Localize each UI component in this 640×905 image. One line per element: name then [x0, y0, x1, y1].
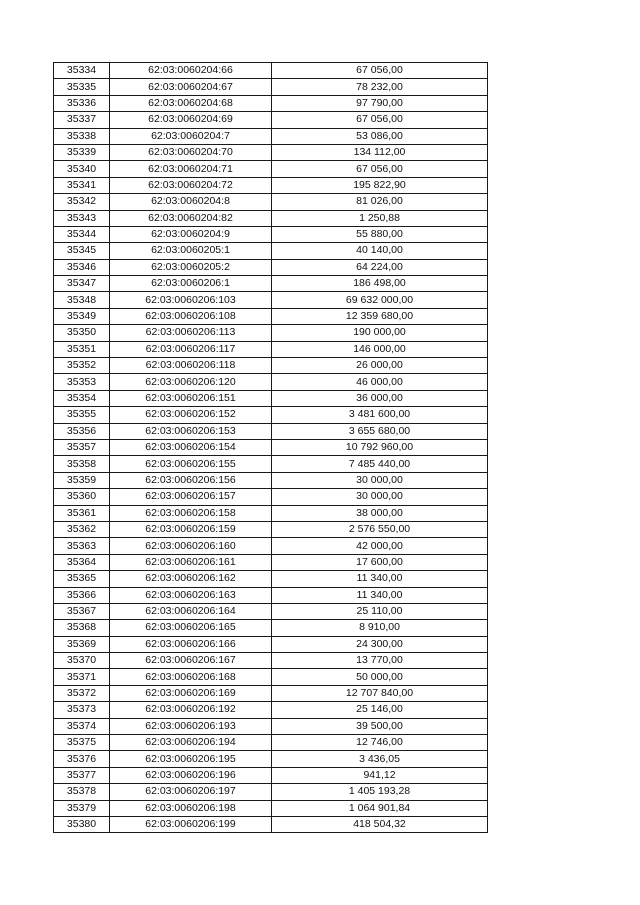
- cadastral-number-cell: 62:03:0060206:164: [110, 603, 272, 619]
- cadastral-number-cell: 62:03:0060206:165: [110, 620, 272, 636]
- value-cell: 195 822,90: [272, 177, 488, 193]
- value-cell: 81 026,00: [272, 194, 488, 210]
- value-cell: 190 000,00: [272, 325, 488, 341]
- cadastral-number-cell: 62:03:0060206:166: [110, 636, 272, 652]
- value-cell: 42 000,00: [272, 538, 488, 554]
- table-row: [54, 505, 488, 521]
- value-cell: 67 056,00: [272, 63, 488, 79]
- cadastral-number-cell: 62:03:0060206:167: [110, 653, 272, 669]
- table-row: [54, 95, 488, 111]
- row-number-cell: 35339: [54, 144, 110, 160]
- cadastral-number-cell: 62:03:0060206:160: [110, 538, 272, 554]
- value-cell: 39 500,00: [272, 718, 488, 734]
- row-number-cell: 35364: [54, 554, 110, 570]
- cadastral-number-cell: 62:03:0060206:154: [110, 439, 272, 455]
- value-cell: 12 707 840,00: [272, 685, 488, 701]
- table-row: [54, 308, 488, 324]
- cadastral-number-cell: 62:03:0060206:196: [110, 767, 272, 783]
- value-cell: 134 112,00: [272, 144, 488, 160]
- value-cell: 25 146,00: [272, 702, 488, 718]
- cadastral-number-cell: 62:03:0060206:168: [110, 669, 272, 685]
- table-row: [54, 489, 488, 505]
- table-row: [54, 128, 488, 144]
- value-cell: 25 110,00: [272, 603, 488, 619]
- cadastral-number-cell: 62:03:0060206:153: [110, 423, 272, 439]
- cadastral-number-cell: 62:03:0060204:82: [110, 210, 272, 226]
- value-cell: 2 576 550,00: [272, 521, 488, 537]
- value-cell: 67 056,00: [272, 112, 488, 128]
- cadastral-number-cell: 62:03:0060206:162: [110, 571, 272, 587]
- row-number-cell: 35356: [54, 423, 110, 439]
- cadastral-number-cell: 62:03:0060206:156: [110, 472, 272, 488]
- table-row: [54, 439, 488, 455]
- row-number-cell: 35352: [54, 358, 110, 374]
- table-row: [54, 374, 488, 390]
- value-cell: 17 600,00: [272, 554, 488, 570]
- cadastral-number-cell: 62:03:0060204:8: [110, 194, 272, 210]
- row-number-cell: 35375: [54, 735, 110, 751]
- table-row: [54, 63, 488, 79]
- row-number-cell: 35345: [54, 243, 110, 259]
- value-cell: 1 064 901,84: [272, 800, 488, 816]
- value-cell: 36 000,00: [272, 390, 488, 406]
- value-cell: 30 000,00: [272, 489, 488, 505]
- cadastral-number-cell: 62:03:0060206:198: [110, 800, 272, 816]
- row-number-cell: 35357: [54, 439, 110, 455]
- value-cell: 8 910,00: [272, 620, 488, 636]
- cadastral-number-cell: 62:03:0060206:151: [110, 390, 272, 406]
- table-row: [54, 226, 488, 242]
- cadastral-number-cell: 62:03:0060206:161: [110, 554, 272, 570]
- table-row: [54, 571, 488, 587]
- cadastral-number-cell: 62:03:0060206:192: [110, 702, 272, 718]
- value-cell: 46 000,00: [272, 374, 488, 390]
- value-cell: 53 086,00: [272, 128, 488, 144]
- row-number-cell: 35370: [54, 653, 110, 669]
- cadastral-number-cell: 62:03:0060206:158: [110, 505, 272, 521]
- value-cell: 64 224,00: [272, 259, 488, 275]
- row-number-cell: 35372: [54, 685, 110, 701]
- table-row: [54, 653, 488, 669]
- row-number-cell: 35374: [54, 718, 110, 734]
- table-row: [54, 210, 488, 226]
- row-number-cell: 35334: [54, 63, 110, 79]
- value-cell: 418 504,32: [272, 816, 488, 832]
- row-number-cell: 35376: [54, 751, 110, 767]
- cadastral-number-cell: 62:03:0060206:195: [110, 751, 272, 767]
- cadastral-number-cell: 62:03:0060206:199: [110, 816, 272, 832]
- row-number-cell: 35337: [54, 112, 110, 128]
- cadastral-number-cell: 62:03:0060206:118: [110, 358, 272, 374]
- cadastral-number-cell: 62:03:0060204:7: [110, 128, 272, 144]
- table-row: [54, 276, 488, 292]
- table-row: [54, 816, 488, 832]
- value-cell: 55 880,00: [272, 226, 488, 242]
- row-number-cell: 35355: [54, 407, 110, 423]
- row-number-cell: 35346: [54, 259, 110, 275]
- cadastral-number-cell: 62:03:0060204:9: [110, 226, 272, 242]
- cadastral-number-cell: 62:03:0060206:108: [110, 308, 272, 324]
- cadastral-number-cell: 62:03:0060206:117: [110, 341, 272, 357]
- table-row: [54, 79, 488, 95]
- value-cell: 12 746,00: [272, 735, 488, 751]
- row-number-cell: 35335: [54, 79, 110, 95]
- row-number-cell: 35347: [54, 276, 110, 292]
- cadastral-number-cell: 62:03:0060206:155: [110, 456, 272, 472]
- row-number-cell: 35342: [54, 194, 110, 210]
- row-number-cell: 35369: [54, 636, 110, 652]
- cadastral-number-cell: 62:03:0060206:103: [110, 292, 272, 308]
- table-row: [54, 554, 488, 570]
- row-number-cell: 35348: [54, 292, 110, 308]
- cadastral-number-cell: 62:03:0060204:70: [110, 144, 272, 160]
- table-row: [54, 423, 488, 439]
- table-row: [54, 636, 488, 652]
- value-cell: 40 140,00: [272, 243, 488, 259]
- row-number-cell: 35336: [54, 95, 110, 111]
- row-number-cell: 35367: [54, 603, 110, 619]
- row-number-cell: 35379: [54, 800, 110, 816]
- cadastral-number-cell: 62:03:0060206:113: [110, 325, 272, 341]
- value-cell: 50 000,00: [272, 669, 488, 685]
- cadastral-number-cell: 62:03:0060206:1: [110, 276, 272, 292]
- value-cell: 97 790,00: [272, 95, 488, 111]
- value-cell: 3 655 680,00: [272, 423, 488, 439]
- value-cell: 78 232,00: [272, 79, 488, 95]
- table-row: [54, 194, 488, 210]
- row-number-cell: 35353: [54, 374, 110, 390]
- value-cell: 1 250,88: [272, 210, 488, 226]
- table-row: [54, 521, 488, 537]
- table-row: [54, 538, 488, 554]
- row-number-cell: 35338: [54, 128, 110, 144]
- value-cell: 11 340,00: [272, 571, 488, 587]
- value-cell: 26 000,00: [272, 358, 488, 374]
- cadastral-number-cell: 62:03:0060204:72: [110, 177, 272, 193]
- cadastral-number-cell: 62:03:0060206:152: [110, 407, 272, 423]
- row-number-cell: 35368: [54, 620, 110, 636]
- value-cell: 3 436,05: [272, 751, 488, 767]
- cadastral-number-cell: 62:03:0060206:157: [110, 489, 272, 505]
- cadastral-number-cell: 62:03:0060206:159: [110, 521, 272, 537]
- row-number-cell: 35354: [54, 390, 110, 406]
- cadastral-number-cell: 62:03:0060204:69: [110, 112, 272, 128]
- row-number-cell: 35360: [54, 489, 110, 505]
- row-number-cell: 35350: [54, 325, 110, 341]
- value-cell: 38 000,00: [272, 505, 488, 521]
- row-number-cell: 35361: [54, 505, 110, 521]
- cadastral-number-cell: 62:03:0060206:169: [110, 685, 272, 701]
- table-row: [54, 735, 488, 751]
- row-number-cell: 35349: [54, 308, 110, 324]
- table-row: [54, 341, 488, 357]
- cadastral-number-cell: 62:03:0060205:2: [110, 259, 272, 275]
- value-cell: 30 000,00: [272, 472, 488, 488]
- table-row: [54, 325, 488, 341]
- table-row: [54, 292, 488, 308]
- row-number-cell: 35343: [54, 210, 110, 226]
- table-row: [54, 669, 488, 685]
- row-number-cell: 35377: [54, 767, 110, 783]
- row-number-cell: 35358: [54, 456, 110, 472]
- cadastral-value-table: [53, 62, 488, 833]
- table-row: [54, 718, 488, 734]
- row-number-cell: 35340: [54, 161, 110, 177]
- row-number-cell: 35366: [54, 587, 110, 603]
- table-row: [54, 243, 488, 259]
- table-row: [54, 144, 488, 160]
- cadastral-number-cell: 62:03:0060206:193: [110, 718, 272, 734]
- table-row: [54, 767, 488, 783]
- value-cell: 7 485 440,00: [272, 456, 488, 472]
- table-row: [54, 620, 488, 636]
- value-cell: 10 792 960,00: [272, 439, 488, 455]
- row-number-cell: 35344: [54, 226, 110, 242]
- table-row: [54, 177, 488, 193]
- table-row: [54, 161, 488, 177]
- value-cell: 1 405 193,28: [272, 784, 488, 800]
- table-row: [54, 587, 488, 603]
- value-cell: 11 340,00: [272, 587, 488, 603]
- cadastral-number-cell: 62:03:0060204:68: [110, 95, 272, 111]
- table-row: [54, 112, 488, 128]
- row-number-cell: 35380: [54, 816, 110, 832]
- value-cell: 69 632 000,00: [272, 292, 488, 308]
- cadastral-number-cell: 62:03:0060206:194: [110, 735, 272, 751]
- table-row: [54, 685, 488, 701]
- table-row: [54, 390, 488, 406]
- table-row: [54, 358, 488, 374]
- row-number-cell: 35378: [54, 784, 110, 800]
- value-cell: 941,12: [272, 767, 488, 783]
- value-cell: 24 300,00: [272, 636, 488, 652]
- table-row: [54, 800, 488, 816]
- value-cell: 12 359 680,00: [272, 308, 488, 324]
- cadastral-number-cell: 62:03:0060206:120: [110, 374, 272, 390]
- cadastral-number-cell: 62:03:0060205:1: [110, 243, 272, 259]
- cadastral-number-cell: 62:03:0060206:197: [110, 784, 272, 800]
- value-cell: 186 498,00: [272, 276, 488, 292]
- value-cell: 67 056,00: [272, 161, 488, 177]
- cadastral-number-cell: 62:03:0060204:71: [110, 161, 272, 177]
- row-number-cell: 35363: [54, 538, 110, 554]
- table-row: [54, 751, 488, 767]
- value-cell: 146 000,00: [272, 341, 488, 357]
- row-number-cell: 35373: [54, 702, 110, 718]
- row-number-cell: 35359: [54, 472, 110, 488]
- table-row: [54, 472, 488, 488]
- table-row: [54, 603, 488, 619]
- row-number-cell: 35371: [54, 669, 110, 685]
- cadastral-number-cell: 62:03:0060206:163: [110, 587, 272, 603]
- table-row: [54, 407, 488, 423]
- row-number-cell: 35351: [54, 341, 110, 357]
- table-row: [54, 259, 488, 275]
- row-number-cell: 35362: [54, 521, 110, 537]
- table-row: [54, 702, 488, 718]
- table-row: [54, 456, 488, 472]
- value-cell: 13 770,00: [272, 653, 488, 669]
- table-row: [54, 784, 488, 800]
- table-body: [54, 63, 488, 833]
- cadastral-number-cell: 62:03:0060204:67: [110, 79, 272, 95]
- cadastral-number-cell: 62:03:0060204:66: [110, 63, 272, 79]
- row-number-cell: 35341: [54, 177, 110, 193]
- value-cell: 3 481 600,00: [272, 407, 488, 423]
- row-number-cell: 35365: [54, 571, 110, 587]
